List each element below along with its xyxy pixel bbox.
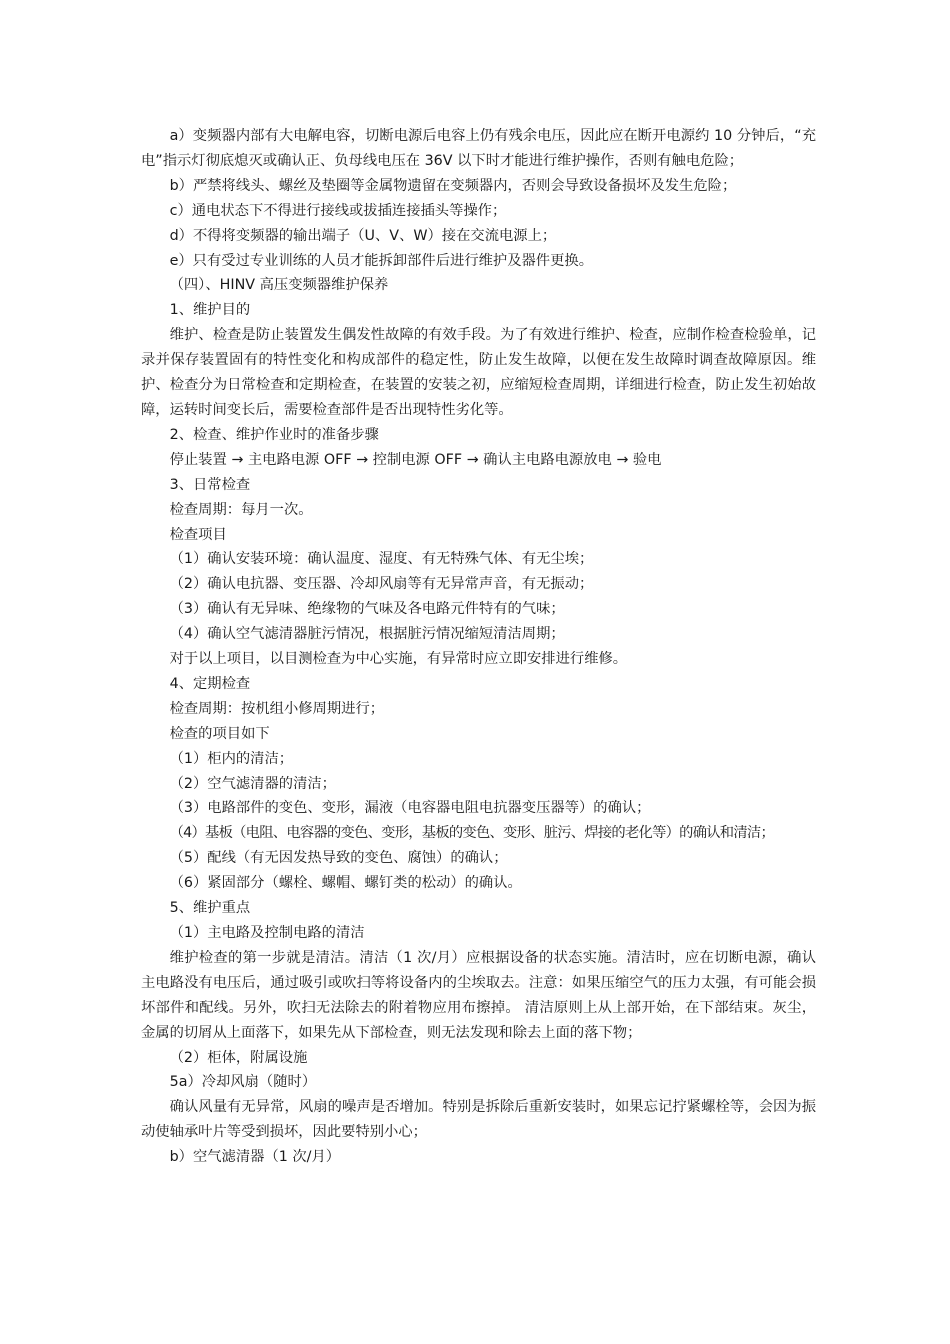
list-item-periodic-2: （2）空气滤清器的清洁； [169, 775, 336, 792]
subheading-cooling-fan: 5a）冷却风扇（随时） [169, 1074, 317, 1091]
list-item-daily-2: （2）确认电抗器、变压器、冷却风扇等有无异常声音，有无振动； [169, 576, 594, 593]
paragraph-daily-period: 检查周期：每月一次。 [169, 501, 313, 518]
list-item-daily-1: （1）确认安装环境：确认温度、湿度、有无特殊气体、有无尘埃； [169, 551, 594, 568]
paragraph-safety-a: a）变频器内部有大电解电容，切断电源后电容上仍有残余电压，因此应在断开电源约 10 分钟后，“充电”指示灯彻底熄灭或确认正、负母线电压在 36V 以下时才能进行维护操作，否则有触电危险； [141, 128, 816, 169]
paragraph-daily-items-title: 检查项目 [169, 526, 227, 543]
paragraph-purpose: 维护、检查是防止装置发生偶发性故障的有效手段。为了有效进行维护、检查，应制作检查检验单，记录并保存装置固有的特性变化和构成部件的稳定性，防止发生故障，以便在发生故障时调查故障原因。维护、检查分为日常检查和定期检查，在装置的安装之初，应缩短检查周期，详细进行检查，防止发生初始故障，运转时间变长后，需要检查部件是否出现特性劣化等。 [141, 327, 816, 418]
list-item-daily-4: （4）确认空气滤清器脏污情况，根据脏污情况缩短清洁周期； [169, 626, 565, 643]
section-heading-maintenance: （四）、HINV 高压变频器维护保养 [169, 277, 389, 294]
paragraph-safety-b: b）严禁将线头、螺丝及垫圈等金属物遗留在变频器内，否则会导致设备损坏及发生危险； [169, 177, 737, 194]
list-item-daily-3: （3）确认有无异味、绝缘物的气味及各电路元件特有的气味； [169, 601, 565, 618]
paragraph-cleaning: 维护检查的第一步就是清洁。清洁（1 次/月）应根据设备的状态实施。清洁时，应在切断电源，确认主电路没有电压后，通过吸引或吹扫等将设备内的尘埃取去。注意：如果压缩空气的压力太强，有可能会损坏部件和配线。另外，吹扫无法除去的附着物应用布擦掉。 清洁原则上从上部开始，在下部结束。灰尘，金属的切屑从上面落下，如果先从下部检查，则无法发现和除去上面的落下物； [141, 949, 816, 1041]
paragraph-daily-note: 对于以上项目，以目测检查为中心实施，有异常时应立即安排进行维修。 [169, 651, 628, 668]
subheading-cabinet: （2）柜体，附属设施 [169, 1049, 308, 1066]
paragraph-procedure: 停止装置 → 主电路电源 OFF → 控制电源 OFF → 确认主电路电源放电 → 验电 [169, 451, 662, 468]
list-item-periodic-1: （1）柜内的清洁； [169, 750, 294, 767]
heading-daily-check: 3、日常检查 [169, 476, 251, 493]
document-body [141, 124, 816, 1170]
paragraph-safety-d: d）不得将变频器的输出端子（U、V、W）接在交流电源上； [169, 227, 557, 244]
paragraph-periodic-period: 检查周期：按机组小修周期进行； [169, 700, 385, 717]
paragraph-safety-c: c）通电状态下不得进行接线或拔插连接插头等操作； [169, 202, 507, 219]
heading-key-points: 5、维护重点 [169, 900, 251, 917]
paragraph-cooling-fan: 确认风量有无异常，风扇的噪声是否增加。特别是拆除后重新安装时，如果忘记拧紧螺栓等，会因为振动使轴承叶片等受到损坏，因此要特别小心； [141, 1099, 816, 1141]
heading-periodic-check: 4、定期检查 [169, 675, 251, 692]
list-item-periodic-5: （5）配线（有无因发热导致的变色、腐蚀）的确认； [169, 850, 508, 867]
list-item-periodic-4: （4）基板（电阻、电容器的变色、变形，基板的变色、变形、脏污、焊接的老化等）的确认和清洁； [169, 825, 774, 842]
list-item-periodic-6: （6）紧固部分（螺栓、螺帽、螺钉类的松动）的确认。 [169, 875, 522, 892]
heading-purpose: 1、维护目的 [169, 302, 251, 319]
subheading-circuit-cleaning: （1）主电路及控制电路的清洁 [169, 925, 365, 941]
subheading-air-filter: b）空气滤清器（1 次/月） [169, 1149, 341, 1166]
heading-preparation: 2、检查、维护作业时的准备步骤 [169, 426, 379, 443]
paragraph-periodic-items-title: 检查的项目如下 [169, 725, 270, 742]
list-item-periodic-3: （3）电路部件的变色、变形，漏液（电容器电阻电抗器变压器等）的确认； [169, 800, 651, 817]
paragraph-safety-e: e）只有受过专业训练的人员才能拆卸部件后进行维护及器件更换。 [169, 252, 593, 269]
